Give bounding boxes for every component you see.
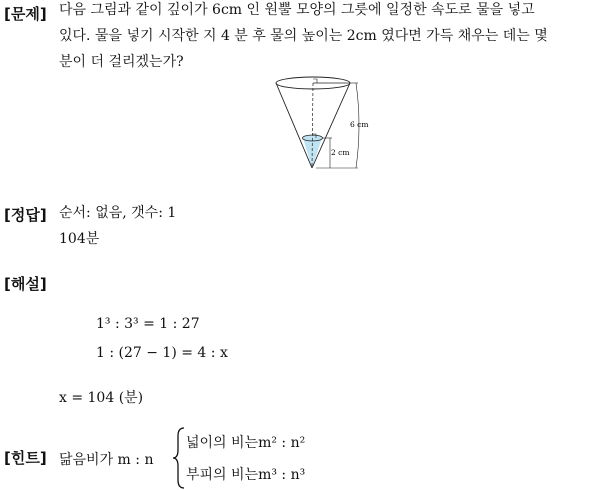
solution-eq-3: x = 104 (분): [59, 390, 144, 406]
answer-tag: [정답]: [4, 206, 47, 224]
problem-line-1: 다음 그림과 같이 깊이가 6cm 인 원뿔 모양의 그릇에 일정한 속도로 물을 넣고: [59, 2, 535, 18]
answer-line-1: 순서: 없음, 갯수: 1: [59, 205, 177, 221]
water-label: 2 cm: [331, 148, 350, 157]
hint-line-1: 넓이의 비는m² : n²: [186, 435, 306, 451]
solution-tag: [해설]: [4, 275, 47, 293]
problem-tag: [문제]: [4, 5, 47, 23]
hint-tag: [힌트]: [4, 449, 47, 467]
cone-figure: [268, 72, 388, 172]
right-angle-top: [313, 79, 317, 83]
problem-text: [59, 0, 548, 75]
problem-line-3: 분이 더 걸리겠는가?: [59, 54, 184, 70]
depth-label: 6 cm: [350, 120, 369, 129]
problem-line-2: 있다. 물을 넣기 시작한 지 4 분 후 물의 높이는 2cm 였다면 가득 채우는 데는 몇: [59, 28, 548, 44]
answer-line-2: 104분: [59, 231, 100, 247]
answer-text: [59, 200, 176, 252]
hint-line-2: 부피의 비는m³ : n³: [186, 467, 306, 483]
solution-eq-2: 1 : (27 − 1) = 4 : x: [96, 345, 228, 361]
hint-lead: 닮음비가 m : n: [59, 452, 154, 468]
cone-side-left: [276, 83, 312, 168]
solution-eq-1: 1³ : 3³ = 1 : 27: [96, 316, 200, 332]
hint-brace: [172, 426, 186, 490]
